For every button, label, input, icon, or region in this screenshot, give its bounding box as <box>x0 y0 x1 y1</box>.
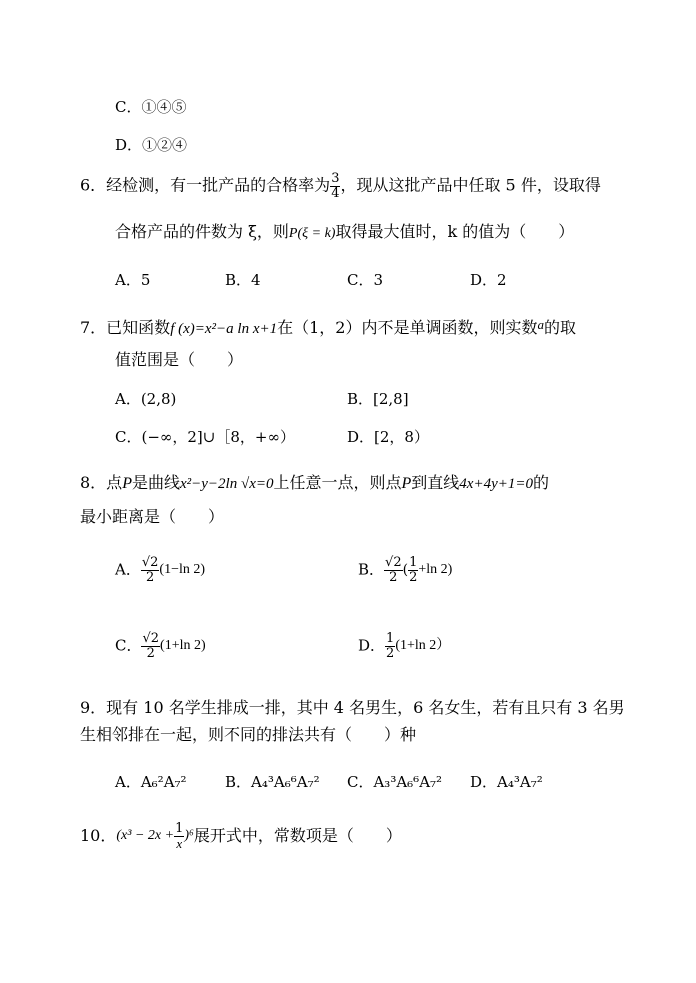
q10-stem <box>80 822 402 850</box>
q8-text-b: 是曲线 <box>131 473 180 492</box>
q8-point-p: P <box>122 475 132 492</box>
q6-text-d: 取得最大值时，k 的值为（ ） <box>335 222 575 241</box>
q8-text-c: 上任意一点，则点 <box>273 473 402 492</box>
q9-option-b: B．A₄³A₆⁶A₇² <box>225 773 320 791</box>
q7-text-b: 在（1，2）内不是单调函数，则实数 <box>277 318 538 337</box>
q7-option-a: A．(2,8) <box>115 390 177 408</box>
q9-stem-line2: 生相邻排在一起，则不同的排法共有（ ）种 <box>80 725 417 744</box>
q7-option-d: D．[2，8） <box>347 428 429 446</box>
q10-expr-b: )⁶ <box>184 828 194 844</box>
q10-text: 展开式中，常数项是（ ） <box>193 826 402 846</box>
q8-option-d: D． $\frac{1}{2}$ (1+ln 2） <box>358 631 451 661</box>
q7-option-b: B．[2,8] <box>347 390 409 408</box>
q7-function: f (x)=x²−a ln x+1 <box>170 321 278 337</box>
q10-expr-a: (x³ − 2x + <box>116 828 175 844</box>
q7-text-c: 的取 <box>543 318 576 337</box>
q9-option-d: D．A₄³A₇² <box>470 773 543 791</box>
q8-stem-line1 <box>80 475 549 492</box>
q9-stem-line1: 9．现有 10 名学生排成一排，其中 4 名男生，6 名女生，若有且只有 3 名男 <box>80 698 625 717</box>
q8-text-a: 8．点 <box>80 473 123 492</box>
q8-point-p2: P <box>401 475 412 492</box>
q6-prob-expr: P(ξ = k) <box>288 226 336 241</box>
q8-line: 4x+4y+1=0 <box>459 476 533 492</box>
q6-fraction: $\frac{3}{4}$ <box>331 171 340 201</box>
q6-option-d: D．2 <box>470 271 507 289</box>
q7-var-a: a <box>537 317 544 332</box>
q7-stem-line1 <box>80 318 576 337</box>
q8-text-e: 的 <box>532 473 549 492</box>
q6-option-c: C．3 <box>347 271 384 289</box>
q6-text-c: 合格产品的件数为 ξ，则 <box>115 222 289 241</box>
q8-curve: x²−y−2ln √x=0 <box>179 476 274 492</box>
q5-option-c: C．①④⑤ <box>115 98 187 116</box>
q6-option-a: A．5 <box>115 271 151 289</box>
q9-option-a: A．A₆²A₇² <box>115 773 187 791</box>
q6-stem-line1 <box>80 172 601 200</box>
q8-text-d: 到直线 <box>411 473 460 492</box>
q6-stem-line2 <box>115 224 574 241</box>
q6-text-b: ，现从这批产品中任取 5 件，设取得 <box>340 175 601 195</box>
q8-option-c: C． $\frac{√2}{2}$ (1+ln 2) <box>115 631 206 661</box>
q8-stem-line2: 最小距离是（ ） <box>80 507 225 526</box>
q5-option-d: D．①②④ <box>115 136 188 154</box>
q9-option-c: C．A₃³A₆⁶A₇² <box>347 773 443 791</box>
q10-number: 10． <box>80 826 117 846</box>
q8-option-a: A． $\frac{√2}{2}$ (1−ln 2) <box>115 555 206 585</box>
q7-text-a: 7．已知函数 <box>80 318 171 337</box>
q7-stem-line2: 值范围是（ ） <box>115 350 244 369</box>
q8-option-b: B． $\frac{√2}{2}$ ( $\frac{1}{2}$ +ln 2) <box>358 555 453 585</box>
q6-text-a: 6．经检测，有一批产品的合格率为 <box>80 175 331 195</box>
q6-option-b: B．4 <box>225 271 261 289</box>
q10-fraction: $\frac{1}{x}$ <box>175 821 184 851</box>
q7-option-c: C．(−∞，2]∪［8，+∞） <box>115 428 295 446</box>
